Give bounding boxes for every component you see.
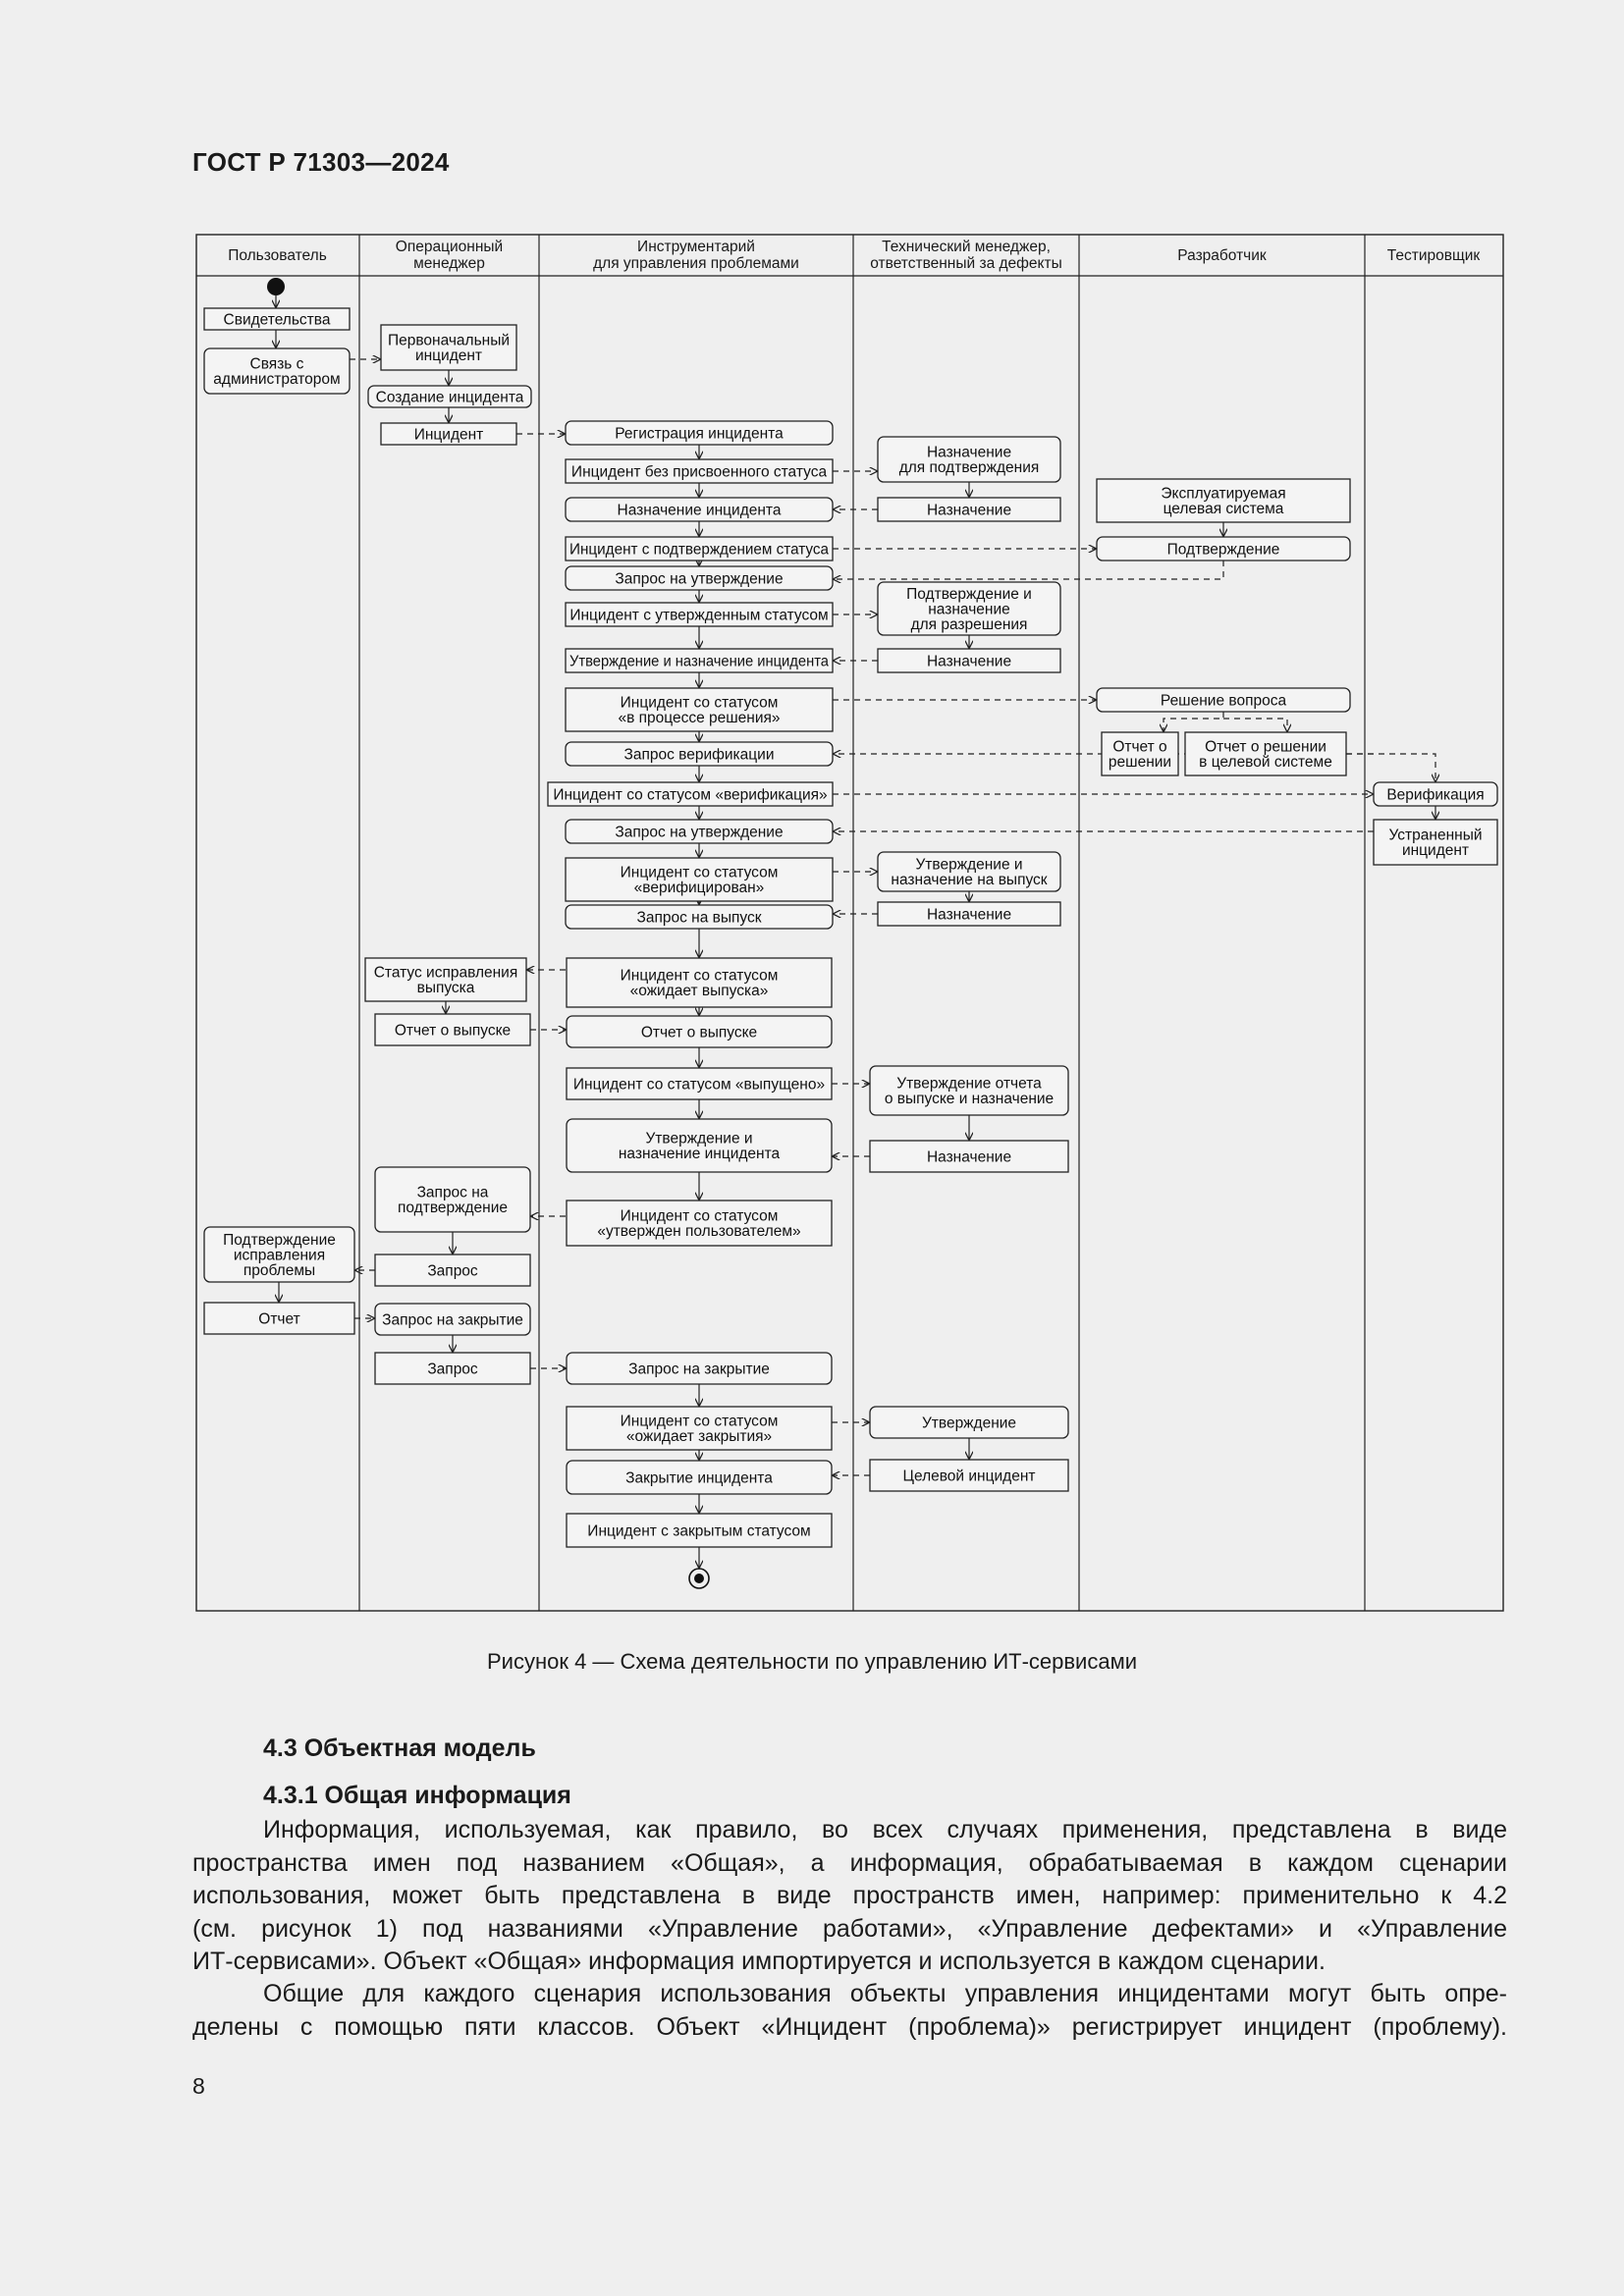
activity-node	[1374, 820, 1497, 865]
activity-node	[566, 566, 833, 590]
activity-node-label: Инцидент со статусом «утвержден пользователем»	[597, 1207, 801, 1241]
activity-node-label: Запрос	[427, 1361, 478, 1378]
activity-node-label: Запрос на утверждение	[615, 824, 784, 841]
activity-node-label: Решение вопроса	[1160, 692, 1287, 710]
paragraph-line: пространства имен под названием «Общая», а информация, обрабатываемая в каждом сценарии	[192, 1848, 1507, 1877]
activity-node	[365, 958, 526, 1001]
activity-node	[870, 1407, 1068, 1438]
activity-node	[1097, 537, 1350, 561]
object-flow	[834, 561, 1223, 579]
activity-node	[566, 820, 833, 843]
activity-node	[567, 958, 832, 1007]
activity-node	[375, 1014, 530, 1045]
lane-header: Пользователь	[228, 247, 327, 264]
activity-node-label: Целевой инцидент	[902, 1468, 1036, 1485]
activity-node-label: Подтверждение	[1166, 541, 1280, 559]
activity-node	[368, 386, 531, 407]
activity-node-label: Утверждение	[921, 1415, 1017, 1432]
activity-node	[566, 688, 833, 731]
figure-caption: Рисунок 4 — Схема деятельности по управлению ИТ-сервисами	[487, 1649, 1137, 1674]
paragraph-2	[192, 1978, 1507, 2044]
activity-node-label: Отчет о выпуске	[394, 1022, 512, 1040]
subsection-heading: 4.3.1 Общая информация	[263, 1782, 571, 1809]
object-flow	[1346, 754, 1435, 781]
activity-node-label: Запрос верификации	[623, 746, 775, 764]
activity-node-label: Инцидент со статусом «ожидает закрытия»	[620, 1413, 779, 1446]
paragraph-1	[192, 1814, 1507, 1979]
activity-node-label: Запрос на утверждение	[615, 570, 784, 588]
activity-node	[878, 582, 1060, 635]
activity-node-label: Инцидент с утвержденным статусом	[569, 607, 829, 624]
activity-node-label: Инцидент	[413, 426, 484, 444]
activity-node	[566, 649, 842, 672]
activity-node	[1374, 782, 1497, 806]
page-number: 8	[192, 2073, 205, 2099]
activity-node	[566, 603, 833, 626]
activity-node-label: Инцидент со статусом «в процессе решения»	[618, 694, 781, 727]
activity-node	[1102, 732, 1178, 775]
activity-node-label: Запрос на подтверждение	[398, 1184, 508, 1217]
activity-node	[878, 498, 1060, 521]
activity-node-label: Отчет о решении в целевой системе	[1199, 738, 1332, 772]
lane-header: Разработчик	[1177, 247, 1267, 264]
activity-node	[375, 1167, 530, 1232]
activity-node	[566, 742, 833, 766]
activity-node	[878, 437, 1060, 482]
activity-node-label: Отчет	[258, 1310, 300, 1328]
activity-node-label: Инцидент со статусом «ожидает выпуска»	[620, 967, 779, 1000]
activity-node	[548, 782, 833, 806]
activity-node	[567, 1353, 832, 1384]
paragraph-line: ИТ-сервисами». Объект «Общая» информация импортируется и используется в каждом сценарии.	[192, 1948, 1326, 1975]
activity-node	[204, 308, 350, 330]
activity-node-label: Инцидент с подтверждением статуса	[569, 541, 834, 559]
activity-node-label: Инцидент без присвоенного статуса	[570, 463, 828, 481]
activity-node	[567, 1407, 832, 1450]
activity-node-label: Устраненный инцидент	[1388, 827, 1483, 860]
activity-node-label: Отчет о решении	[1108, 738, 1172, 772]
activity-node	[566, 498, 833, 521]
activity-node	[204, 1303, 354, 1334]
object-flow	[1223, 719, 1287, 731]
activity-node	[375, 1255, 530, 1286]
activity-node-label: Утверждение и назначение инцидента	[618, 1130, 781, 1163]
paragraph-line: Общие для каждого сценария использования объекты управления инцидентами могут быть опре-	[263, 1980, 1507, 2007]
lane-header: Операционный менеджер	[395, 239, 504, 272]
end-node-inner	[694, 1574, 704, 1583]
lane-header: Технический менеджер, ответственный за дефекты	[870, 239, 1062, 272]
activity-node	[375, 1353, 530, 1384]
activity-node	[878, 902, 1060, 926]
activity-node-label: Запрос на закрытие	[382, 1311, 523, 1329]
activity-node	[567, 1201, 832, 1246]
paragraph-line: делены с помощью пяти классов. Объект «Инцидент (проблема)» регистрирует инцидент (проблему).	[192, 2012, 1507, 2041]
lane-header: Тестировщик	[1386, 247, 1481, 264]
activity-node	[566, 858, 833, 901]
activity-node-label: Эксплуатируемая целевая система	[1161, 485, 1286, 518]
activity-node	[566, 905, 833, 929]
activity-node-label: Регистрация инцидента	[615, 425, 784, 443]
activity-node-label: Назначение	[926, 653, 1012, 670]
activity-node-label: Подтверждение и назначение для разрешения	[906, 585, 1032, 633]
activity-node	[375, 1304, 530, 1335]
activity-node	[204, 348, 350, 394]
activity-node-label: Запрос	[427, 1262, 478, 1280]
activity-node	[567, 1068, 832, 1099]
activity-node	[566, 537, 833, 561]
activity-node-label: Утверждение и назначение инцидента	[569, 653, 842, 670]
object-flow	[1164, 712, 1223, 731]
paragraph-line: (см. рисунок 1) под названиями «Управление работами», «Управление дефектами» и «Управление	[192, 1914, 1507, 1943]
activity-node-label: Запрос на выпуск	[636, 909, 762, 927]
activity-node-label: Верификация	[1386, 786, 1485, 804]
activity-node	[567, 1119, 832, 1172]
activity-node-label: Запрос на закрытие	[628, 1361, 770, 1378]
activity-diagram	[195, 234, 1505, 1614]
activity-node-label: Отчет о выпуске	[640, 1024, 758, 1041]
activity-node-label: Назначение	[926, 906, 1012, 924]
activity-node	[1185, 732, 1346, 775]
activity-node-label: Утверждение и назначение на выпуск	[891, 856, 1048, 889]
activity-node	[381, 423, 516, 445]
activity-node	[566, 421, 833, 445]
activity-node	[1097, 479, 1350, 522]
activity-node	[870, 1141, 1068, 1172]
paragraph-line: использования, может быть представлена в виде пространств имен, например: применительно к 4.2	[192, 1882, 1507, 1909]
document-standard-number: ГОСТ Р 71303—2024	[192, 147, 450, 177]
activity-node-label: Утверждение отчета о выпуске и назначение	[884, 1075, 1055, 1108]
activity-node-label: Первоначальный инцидент	[387, 332, 511, 365]
activity-node	[566, 459, 833, 483]
activity-node-label: Назначение для подтверждения	[898, 444, 1040, 477]
activity-node-label: Инцидент со статусом «выпущено»	[572, 1076, 826, 1094]
activity-node-label: Свидетельства	[223, 311, 331, 329]
start-node	[267, 278, 285, 295]
activity-node	[870, 1460, 1068, 1491]
activity-node-label: Статус исправления выпуска	[373, 964, 518, 997]
activity-node	[567, 1461, 832, 1494]
activity-node-label: Инцидент со статусом «верифицирован»	[620, 864, 779, 897]
activity-node	[1097, 688, 1350, 712]
activity-node	[567, 1514, 832, 1547]
activity-node	[870, 1066, 1068, 1115]
activity-node-label: Назначение инцидента	[617, 502, 782, 519]
activity-node	[381, 325, 516, 370]
activity-node-label: Назначение	[926, 1148, 1012, 1166]
activity-node	[204, 1227, 354, 1282]
activity-node	[567, 1016, 832, 1047]
activity-node	[878, 649, 1060, 672]
activity-node	[878, 852, 1060, 891]
activity-node-label: Назначение	[926, 502, 1012, 519]
lane-header: Инструментарий для управления проблемами	[593, 239, 799, 272]
section-heading: 4.3 Объектная модель	[263, 1735, 536, 1762]
activity-node-label: Связь с администратором	[213, 355, 341, 389]
activity-node-label: Закрытие инцидента	[625, 1469, 773, 1487]
activity-node-label: Создание инцидента	[375, 389, 524, 406]
activity-node-label: Инцидент со статусом «верификация»	[553, 786, 828, 804]
activity-node-label: Инцидент с закрытым статусом	[587, 1522, 811, 1540]
paragraph-line: Информация, используемая, как правило, во всех случаях применения, представлена в виде	[263, 1816, 1507, 1843]
activity-node-label: Подтверждение исправления проблемы	[223, 1231, 336, 1279]
